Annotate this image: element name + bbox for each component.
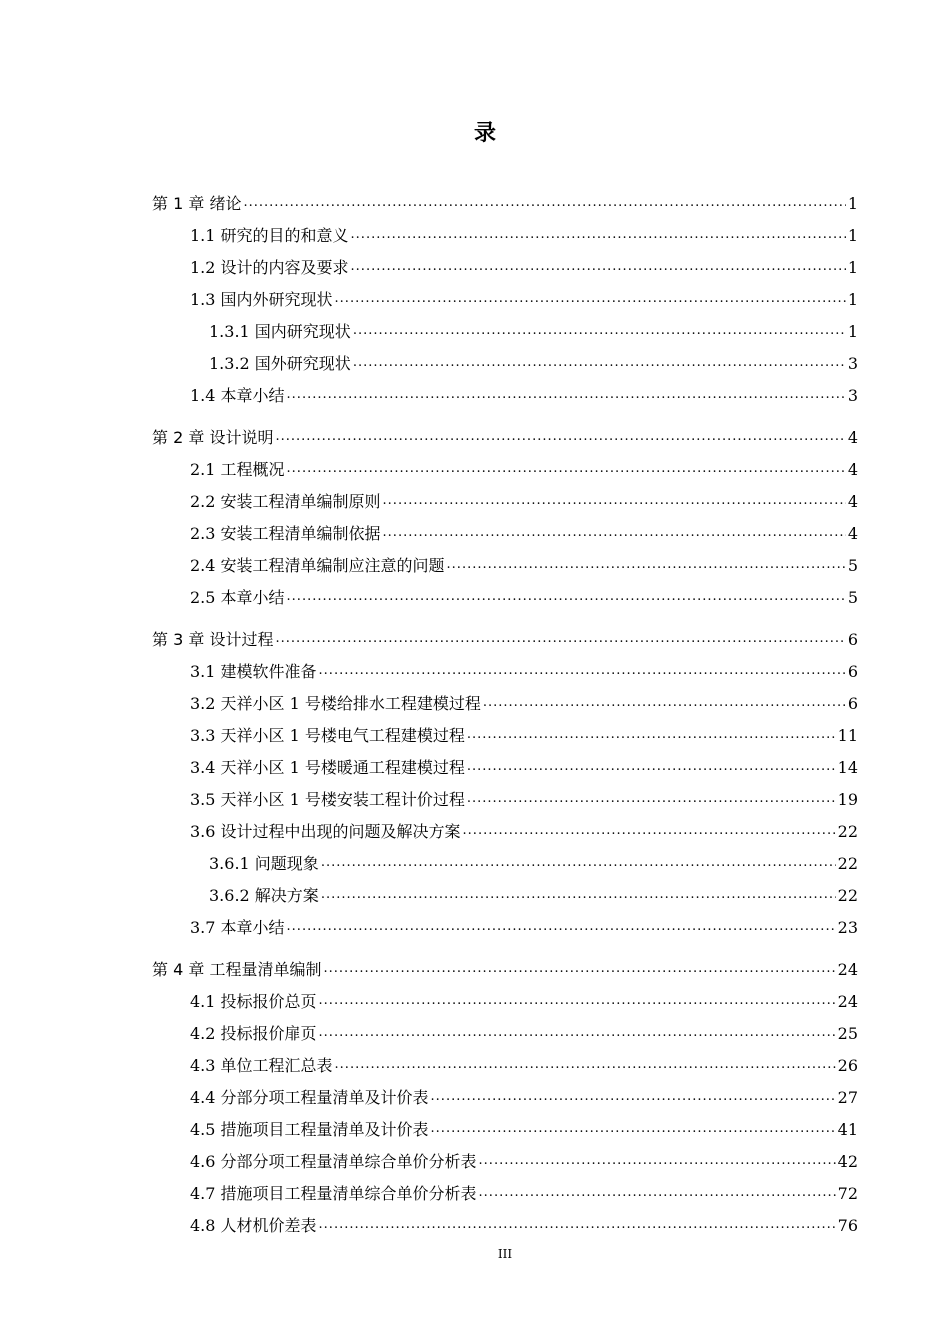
toc-entry-page: 1 <box>847 322 858 341</box>
toc-dot-leader <box>323 959 835 979</box>
toc-dot-leader <box>321 885 836 905</box>
toc-dot-leader <box>275 427 845 447</box>
toc-section-entry[interactable] <box>190 682 858 714</box>
toc-dot-leader <box>383 491 846 511</box>
toc-dot-leader <box>483 693 846 713</box>
toc-entry-page: 26 <box>837 1056 858 1075</box>
toc-entry-label: 1.3.1 国内研究现状 <box>209 322 351 341</box>
toc-entry-page: 19 <box>837 790 858 809</box>
toc-entry-page: 41 <box>837 1120 858 1139</box>
toc-entry-page: 14 <box>837 758 858 777</box>
toc-entry-page: 5 <box>847 556 858 575</box>
toc-entry-page: 6 <box>847 662 858 681</box>
toc-entry-page: 4 <box>847 428 858 447</box>
toc-entry-label: 1.4 本章小结 <box>190 386 285 405</box>
toc-entry-label: 第 1 章 绪论 <box>152 194 242 213</box>
toc-section-entry[interactable] <box>190 480 858 512</box>
toc-dot-leader <box>431 1087 836 1107</box>
toc-entry-label: 1.3.2 国外研究现状 <box>209 354 351 373</box>
toc-entry-label: 3.6 设计过程中出现的问题及解决方案 <box>190 822 461 841</box>
toc-entry-page: 27 <box>837 1088 858 1107</box>
toc-section-entry[interactable] <box>209 342 858 374</box>
page-number: III <box>497 1247 513 1261</box>
toc-section-entry[interactable] <box>190 810 858 842</box>
toc-entry-label: 4.4 分部分项工程量清单及计价表 <box>190 1088 429 1107</box>
toc-entry-page: 3 <box>847 386 858 405</box>
toc-section-entry[interactable] <box>209 874 858 906</box>
toc-entry-label: 2.2 安装工程清单编制原则 <box>190 492 381 511</box>
toc-section-entry[interactable] <box>190 906 858 938</box>
toc-section-entry[interactable] <box>190 1140 858 1172</box>
toc-chapter-entry[interactable] <box>152 416 858 448</box>
toc-entry-page: 76 <box>837 1216 858 1235</box>
toc-entry-page: 42 <box>837 1152 858 1171</box>
toc-section-entry[interactable] <box>190 980 858 1012</box>
toc-dot-leader <box>351 225 846 245</box>
toc-dot-leader <box>447 555 846 575</box>
toc-dot-leader <box>287 917 836 937</box>
toc-section-entry[interactable] <box>190 746 858 778</box>
toc-entry-page: 1 <box>847 258 858 277</box>
toc-dot-leader <box>353 321 846 341</box>
toc-section-entry[interactable] <box>190 1076 858 1108</box>
toc-dot-leader <box>479 1151 836 1171</box>
toc-entry-page: 4 <box>847 492 858 511</box>
toc-dot-leader <box>351 257 846 277</box>
toc-entry-page: 24 <box>837 960 858 979</box>
toc-entry-page: 6 <box>847 694 858 713</box>
toc-dot-leader <box>383 523 846 543</box>
toc-dot-leader <box>467 725 836 745</box>
toc-entry-page: 6 <box>847 630 858 649</box>
toc-entry-page: 23 <box>837 918 858 937</box>
toc-entry-page: 22 <box>837 854 858 873</box>
toc-entry-page: 4 <box>847 460 858 479</box>
toc-dot-leader <box>335 1055 836 1075</box>
toc-entry-label: 第 2 章 设计说明 <box>152 428 274 447</box>
toc-entry-label: 3.4 天祥小区 1 号楼暖通工程建模过程 <box>190 758 465 777</box>
toc-entry-page: 24 <box>837 992 858 1011</box>
toc-dot-leader <box>287 587 846 607</box>
toc-entry-label: 4.5 措施项目工程量清单及计价表 <box>190 1120 429 1139</box>
toc-chapter-entry[interactable] <box>152 618 858 650</box>
toc-chapter-entry[interactable] <box>152 948 858 980</box>
toc-entry-page: 4 <box>847 524 858 543</box>
toc-section-entry[interactable] <box>190 1204 858 1236</box>
toc-section-entry[interactable] <box>190 1172 858 1204</box>
toc-entry-label: 1.1 研究的目的和意义 <box>190 226 349 245</box>
toc-entry-label: 2.5 本章小结 <box>190 588 285 607</box>
toc-dot-leader <box>467 757 836 777</box>
toc-section-entry[interactable] <box>190 374 858 406</box>
toc-section-entry[interactable] <box>190 714 858 746</box>
toc-entry-page: 1 <box>847 226 858 245</box>
toc-entry-label: 4.1 投标报价总页 <box>190 992 317 1011</box>
toc-section-entry[interactable] <box>190 512 858 544</box>
toc-entry-label: 4.6 分部分项工程量清单综合单价分析表 <box>190 1152 477 1171</box>
toc-section-entry[interactable] <box>190 214 858 246</box>
toc-dot-leader <box>335 289 846 309</box>
toc-entry-page: 1 <box>847 194 858 213</box>
toc-section-entry[interactable] <box>190 1108 858 1140</box>
toc-dot-leader <box>319 1023 836 1043</box>
toc-dot-leader <box>243 193 845 213</box>
toc-entry-label: 4.3 单位工程汇总表 <box>190 1056 333 1075</box>
toc-dot-leader <box>319 1215 836 1235</box>
toc-dot-leader <box>463 821 836 841</box>
toc-dot-leader <box>287 385 846 405</box>
toc-section-entry[interactable] <box>190 1012 858 1044</box>
toc-dot-leader <box>275 629 845 649</box>
toc-entry-label: 第 3 章 设计过程 <box>152 630 274 649</box>
toc-entry-page: 25 <box>837 1024 858 1043</box>
toc-entry-label: 3.6.2 解决方案 <box>209 886 319 905</box>
toc-dot-leader <box>467 789 836 809</box>
toc-entry-label: 4.7 措施项目工程量清单综合单价分析表 <box>190 1184 477 1203</box>
toc-entry-label: 2.3 安装工程清单编制依据 <box>190 524 381 543</box>
toc-section-entry[interactable] <box>190 778 858 810</box>
toc-entry-label: 4.2 投标报价扉页 <box>190 1024 317 1043</box>
toc-section-entry[interactable] <box>209 842 858 874</box>
toc-entry-label: 3.2 天祥小区 1 号楼给排水工程建模过程 <box>190 694 481 713</box>
toc-section-entry[interactable] <box>190 544 858 576</box>
toc-entry-label: 3.3 天祥小区 1 号楼电气工程建模过程 <box>190 726 465 745</box>
toc-entry-label: 3.7 本章小结 <box>190 918 285 937</box>
page-title: 录 <box>473 121 496 146</box>
toc-entry-label: 4.8 人材机价差表 <box>190 1216 317 1235</box>
toc-dot-leader <box>287 459 846 479</box>
toc-entry-label: 3.1 建模软件准备 <box>190 662 317 681</box>
toc-entry-label: 1.2 设计的内容及要求 <box>190 258 349 277</box>
toc-dot-leader <box>319 991 836 1011</box>
toc-section-entry[interactable] <box>190 246 858 278</box>
toc-dot-leader <box>319 661 846 681</box>
toc-section-entry[interactable] <box>190 278 858 310</box>
toc-dot-leader <box>353 353 846 373</box>
toc-dot-leader <box>479 1183 836 1203</box>
toc-entry-label: 第 4 章 工程量清单编制 <box>152 960 322 979</box>
toc-section-entry[interactable] <box>209 310 858 342</box>
toc-entry-label: 3.6.1 问题现象 <box>209 854 319 873</box>
toc-entry-label: 3.5 天祥小区 1 号楼安装工程计价过程 <box>190 790 465 809</box>
toc-section-entry[interactable] <box>190 1044 858 1076</box>
toc-entry-page: 1 <box>847 290 858 309</box>
toc-section-entry[interactable] <box>190 448 858 480</box>
toc-entry-page: 11 <box>837 726 858 745</box>
toc-entry-label: 2.4 安装工程清单编制应注意的问题 <box>190 556 445 575</box>
toc-entry-page: 72 <box>837 1184 858 1203</box>
toc-entry-page: 22 <box>837 886 858 905</box>
toc-entry-label: 2.1 工程概况 <box>190 460 285 479</box>
toc-dot-leader <box>431 1119 836 1139</box>
toc-section-entry[interactable] <box>190 576 858 608</box>
toc-dot-leader <box>321 853 836 873</box>
toc-entry-page: 5 <box>847 588 858 607</box>
toc-chapter-entry[interactable] <box>152 182 858 214</box>
toc-entry-page: 22 <box>837 822 858 841</box>
toc-section-entry[interactable] <box>190 650 858 682</box>
toc-entry-label: 1.3 国内外研究现状 <box>190 290 333 309</box>
toc-entry-page: 3 <box>847 354 858 373</box>
